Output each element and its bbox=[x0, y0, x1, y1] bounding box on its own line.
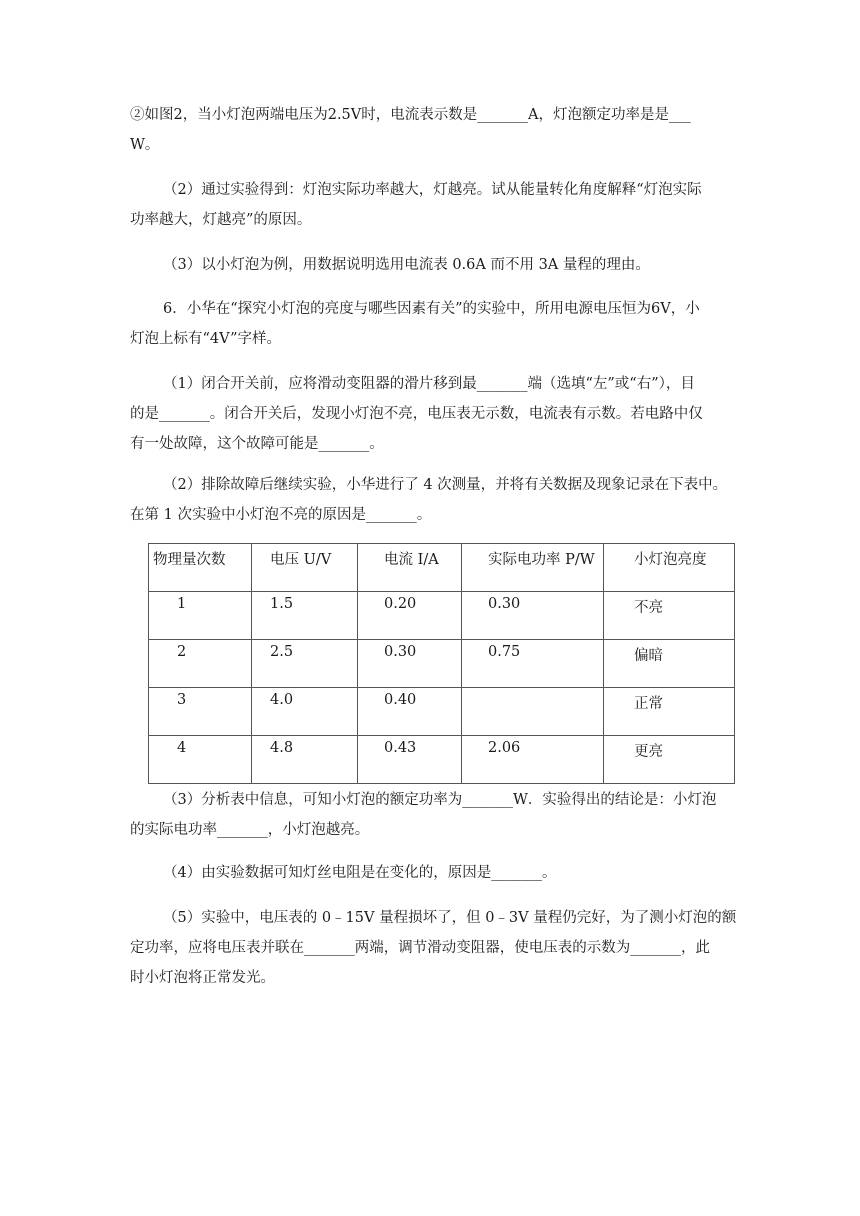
table-row bbox=[149, 640, 735, 688]
table-row bbox=[149, 736, 735, 784]
table-cell: 2.5 bbox=[252, 640, 358, 688]
text-line: 功率越大，灯越亮”的原因。 bbox=[130, 212, 312, 228]
text-line: 灯泡上标有“4V”字样。 bbox=[130, 331, 282, 347]
table-cell: 正常 bbox=[604, 688, 735, 736]
table-cell: 更亮 bbox=[604, 736, 735, 784]
table-cell: 4.8 bbox=[252, 736, 358, 784]
data-table bbox=[148, 543, 735, 784]
table-header-cell: 电压 U/V bbox=[252, 544, 358, 592]
table-cell: 0.20 bbox=[358, 592, 462, 640]
text-line: （3）分析表中信息，可知小灯泡的额定功率为_______W．实验得出的结论是：小灯泡 bbox=[163, 792, 717, 808]
table-header-cell: 实际电功率 P/W bbox=[462, 544, 604, 592]
table-header-cell: 物理量次数 bbox=[149, 544, 252, 592]
table-cell: 不亮 bbox=[604, 592, 735, 640]
text-line: （5）实验中，电压表的 0﹣15V 量程损坏了，但 0﹣3V 量程仍完好，为了测小灯泡的额 bbox=[163, 910, 737, 926]
table-cell: 偏暗 bbox=[604, 640, 735, 688]
text-line: （2）排除故障后继续实验，小华进行了 4 次测量，并将有关数据及现象记录在下表中。 bbox=[163, 477, 728, 493]
text-line: 的是_______。闭合开关后，发现小灯泡不亮，电压表无示数，电流表有示数。若电路中仅 bbox=[130, 406, 703, 422]
text-line: 定功率，应将电压表并联在_______两端，调节滑动变阻器，使电压表的示数为_______，此 bbox=[130, 940, 710, 956]
text-line: ②如图2，当小灯泡两端电压为2.5V时，电流表示数是_______A，灯泡额定功率是是___ bbox=[130, 107, 691, 123]
table-cell: 2 bbox=[149, 640, 252, 688]
text-line: 在第 1 次实验中小灯泡不亮的原因是_______。 bbox=[130, 507, 432, 523]
table-cell: 0.30 bbox=[462, 592, 604, 640]
table-cell: 0.40 bbox=[358, 688, 462, 736]
table-row bbox=[149, 592, 735, 640]
text-line: 有一处故障，这个故障可能是_______。 bbox=[130, 436, 384, 452]
table-cell: 1.5 bbox=[252, 592, 358, 640]
table-header-cell: 小灯泡亮度 bbox=[604, 544, 735, 592]
text-line: （4）由实验数据可知灯丝电阻是在变化的，原因是_______。 bbox=[163, 865, 557, 881]
text-line: （3）以小灯泡为例，用数据说明选用电流表 0.6A 而不用 3A 量程的理由。 bbox=[163, 257, 650, 273]
table-cell: 0.30 bbox=[358, 640, 462, 688]
text-line: 的实际电功率_______，小灯泡越亮。 bbox=[130, 822, 370, 838]
text-line: 6．小华在“探究小灯泡的亮度与哪些因素有关”的实验中，所用电源电压恒为6V，小 bbox=[163, 301, 700, 317]
text-line: （2）通过实验得到：灯泡实际功率越大，灯越亮。试从能量转化角度解释“灯泡实际 bbox=[163, 182, 702, 198]
table-cell: 3 bbox=[149, 688, 252, 736]
table-cell bbox=[462, 688, 604, 736]
table-row bbox=[149, 688, 735, 736]
text-line: （1）闭合开关前，应将滑动变阻器的滑片移到最_______端（选填“左”或“右”），目 bbox=[163, 376, 695, 392]
table-cell: 4.0 bbox=[252, 688, 358, 736]
table-cell: 1 bbox=[149, 592, 252, 640]
table-header-row bbox=[149, 544, 735, 592]
table-cell: 0.43 bbox=[358, 736, 462, 784]
text-line: 时小灯泡将正常发光。 bbox=[130, 970, 275, 986]
table-cell: 4 bbox=[149, 736, 252, 784]
table-cell: 0.75 bbox=[462, 640, 604, 688]
table-cell: 2.06 bbox=[462, 736, 604, 784]
text-line: W。 bbox=[130, 137, 160, 153]
table-header-cell: 电流 I/A bbox=[358, 544, 462, 592]
